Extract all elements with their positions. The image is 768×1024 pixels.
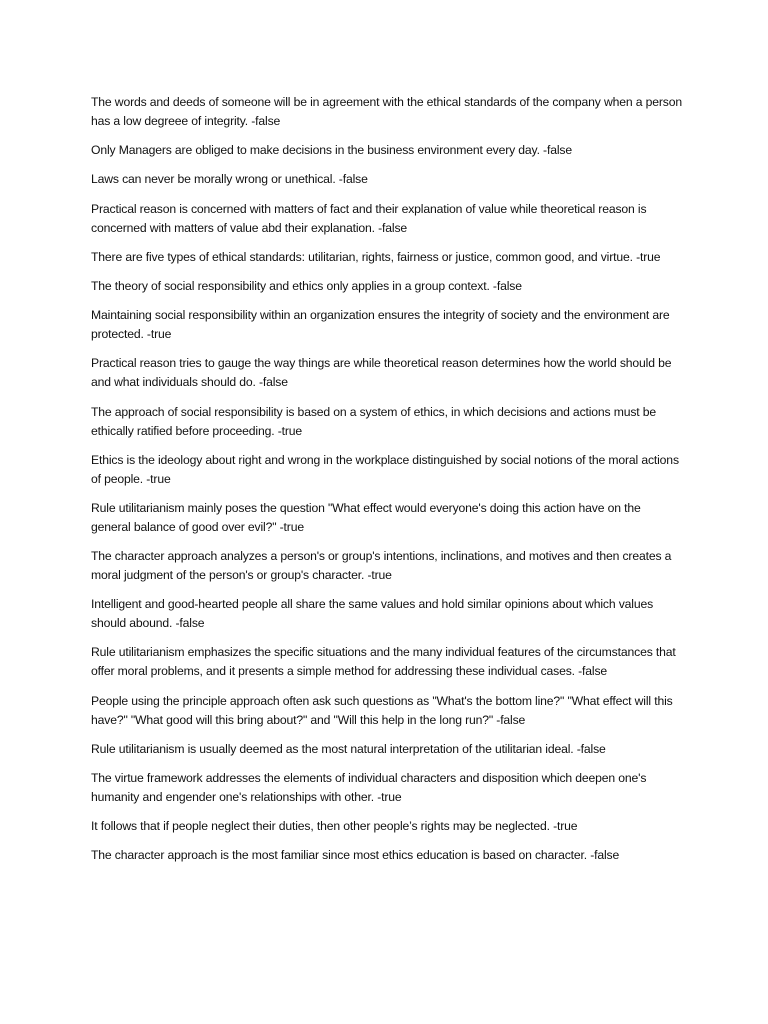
paragraph: The theory of social responsibility and ethics only applies in a group context. -false <box>91 278 522 293</box>
paragraph: Only Managers are obliged to make decisions in the business environment every day. -false <box>91 143 572 158</box>
paragraph: Rule utilitarianism mainly poses the question "What effect would everyone's doing this action have on the general balance of good over evil?" -true <box>91 500 641 534</box>
paragraph: Ethics is the ideology about right and wrong in the workplace distinguished by social notions of the moral actions of people. -true <box>91 452 679 486</box>
paragraph: The virtue framework addresses the elements of individual characters and disposition which deepen one's humanity and engender one's relationships with other. -true <box>91 771 647 804</box>
paragraph: Rule utilitarianism is usually deemed as the most natural interpretation of the utilitarian ideal. -false <box>91 741 606 756</box>
document-body <box>91 93 683 876</box>
paragraph: The approach of social responsibility is based on a system of ethics, in which decisions and actions must be ethically ratified before proceeding. -true <box>91 404 657 438</box>
paragraph: Maintaining social responsibility within an organization ensures the integrity of society and the environment are protected. -true <box>91 308 670 342</box>
paragraph: The character approach analyzes a person's or group's intentions, inclinations, and motives and then creates a moral judgment of the person's or group's character. -true <box>91 549 672 583</box>
paragraph: The words and deeds of someone will be in agreement with the ethical standards of the company when a person has a low degreee of integrity. -false <box>91 95 682 128</box>
paragraph: The character approach is the most familiar since most ethics education is based on character. -false <box>91 848 620 863</box>
paragraph: Practical reason tries to gauge the way things are while theoretical reason determines how the world should be and what individuals should do. -false <box>91 356 672 390</box>
paragraph: There are five types of ethical standards: utilitarian, rights, fairness or justice, common good, and virtue. -true <box>91 249 661 264</box>
paragraph: People using the principle approach often ask such questions as "What's the bottom line?" "What effect will this have?" "What good will this bring about?" and "Will this help in the long run?" -false <box>91 693 673 727</box>
paragraph: Intelligent and good-hearted people all share the same values and hold similar opinions about which values should abound. -false <box>91 597 654 631</box>
paragraph: Practical reason is concerned with matters of fact and their explanation of value while theoretical reason is concerned with matters of value abd their explanation. -false <box>91 201 647 235</box>
paragraph: Laws can never be morally wrong or unethical. -false <box>91 172 368 187</box>
paragraph: Rule utilitarianism emphasizes the specific situations and the many individual features of the circumstances that offer moral problems, and it presents a simple method for addressing these individual cases. -false <box>91 645 676 679</box>
paragraph: It follows that if people neglect their duties, then other people’s rights may be neglected. -true <box>91 819 578 834</box>
